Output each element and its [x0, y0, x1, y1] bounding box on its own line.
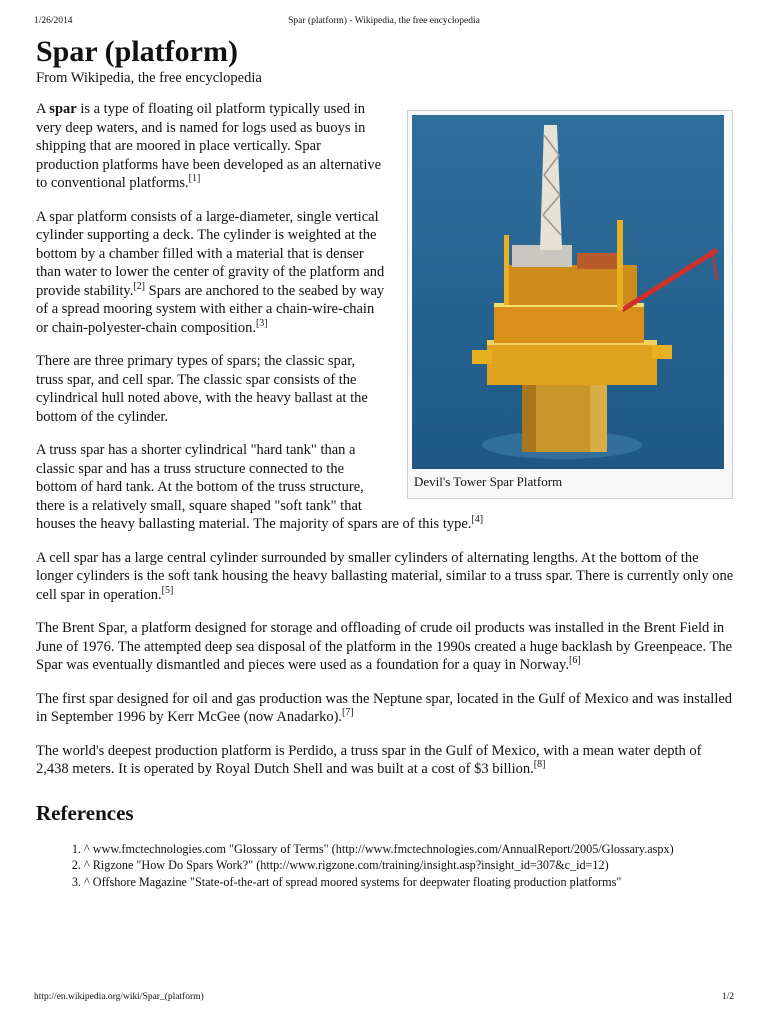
reference-item[interactable]: 1. ^ www.fmctechnologies.com "Glossary of Terms" (http://www.fmctechnologies.com/AnnualReport/2005/Glossary.aspx) — [84, 841, 736, 858]
ref-link-5[interactable]: [5] — [161, 584, 174, 596]
paragraph-truss-spar: A truss spar has a shorter cylindrical "hard tank" than a classic spar and has a truss structure connected to the bottom of hard tank. At the bottom of the truss structure, there is a relatively small, square shaped "soft tank" that houses the heavy ballasting material. The majority of spars are of this type.[4] — [36, 442, 484, 532]
ref-link-4[interactable]: [4] — [471, 514, 484, 526]
ref-link-1[interactable]: [1] — [188, 173, 201, 185]
page-number: 1/2 — [721, 992, 734, 1002]
thumbnail-figure[interactable] — [407, 110, 733, 499]
print-header — [34, 16, 734, 30]
paragraph-perdido: The world's deepest production platform is Perdido, a truss spar in the Gulf of Mexico, with a mean water depth of 2,438 meters. It is operated by Royal Dutch Shell and was built at a cost of $3 billion.[8] — [36, 742, 702, 777]
paragraph-neptune: The first spar designed for oil and gas production was the Neptune spar, located in the Gulf of Mexico and was installed in September 1996 by Kerr McGee (now Anadarko).[7] — [36, 690, 733, 725]
figure-caption: Devil's Tower Spar Platform — [414, 474, 563, 489]
ref-link-7[interactable]: [7] — [342, 707, 354, 719]
ref-link-8[interactable]: [8] — [533, 759, 546, 771]
platform-photo[interactable] — [412, 115, 724, 469]
ref-link-3[interactable]: [3] — [255, 317, 268, 329]
bold-term: spar — [49, 101, 77, 117]
ref-link-6[interactable]: [6] — [568, 655, 581, 667]
article-body — [36, 100, 736, 890]
print-url: http://en.wikipedia.org/wiki/Spar_(platform) — [34, 992, 204, 1002]
ref-link-2[interactable]: [2] — [133, 280, 145, 292]
references-heading: References — [36, 800, 134, 825]
print-date: 1/26/2014 — [34, 16, 73, 26]
article-tagline: From Wikipedia, the free encyclopedia — [36, 70, 262, 86]
references-list — [36, 841, 736, 891]
paragraph-cell-spar: A cell spar has a large central cylinder surrounded by smaller cylinders of alternating lengths. At the bottom of the longer cylinders is the soft tank housing the heavy ballasting material, similar to a truss spar. There is currently only one cell spar in operation.[5] — [36, 549, 734, 603]
paragraph-intro: A spar is a type of floating oil platform typically used in very deep waters, and is named for logs used as buoys in shipping that are moored in place vertically. Spar production platforms have been developed as an alternative to conventional platforms.[1] — [36, 101, 382, 191]
print-footer — [34, 992, 734, 1006]
reference-item[interactable]: 2. ^ Rigzone "How Do Spars Work?" (http://www.rigzone.com/training/insight.asp?insight_id=307&c_id=12) — [84, 857, 736, 874]
paragraph-brent-spar: The Brent Spar, a platform designed for storage and offloading of crude oil products was installed in the Brent Field in June of 1976. The attempted deep sea disposal of the platform in the 1990s created a huge backlash by Greenpeace. The Spar was eventually dismantled and pieces were used as a foundation for a quay in Norway.[6] — [36, 620, 733, 673]
paragraph-structure: A spar platform consists of a large-diameter, single vertical cylinder supporting a deck. The cylinder is weighted at the bottom by a chamber filled with a material that is denser than water to lower the center of gravity of the platform and provide stability.[2] Spars are anchored to the seabed by way of a spread mooring system with either a chain-wire-chain or chain-polyester-chain composition.[3] — [36, 208, 385, 336]
print-page-title: Spar (platform) - Wikipedia, the free encyclopedia — [288, 16, 480, 26]
paragraph-types: There are three primary types of spars; the classic spar, truss spar, and cell spar. The classic spar consists of the cylindrical hull noted above, with the heavy ballast at the bottom of the cylinder. — [36, 353, 368, 425]
reference-item[interactable]: 3. ^ Offshore Magazine "State-of-the-art of spread moored systems for deepwater floating production platforms" — [84, 874, 736, 891]
article-title: Spar (platform) — [36, 35, 238, 68]
